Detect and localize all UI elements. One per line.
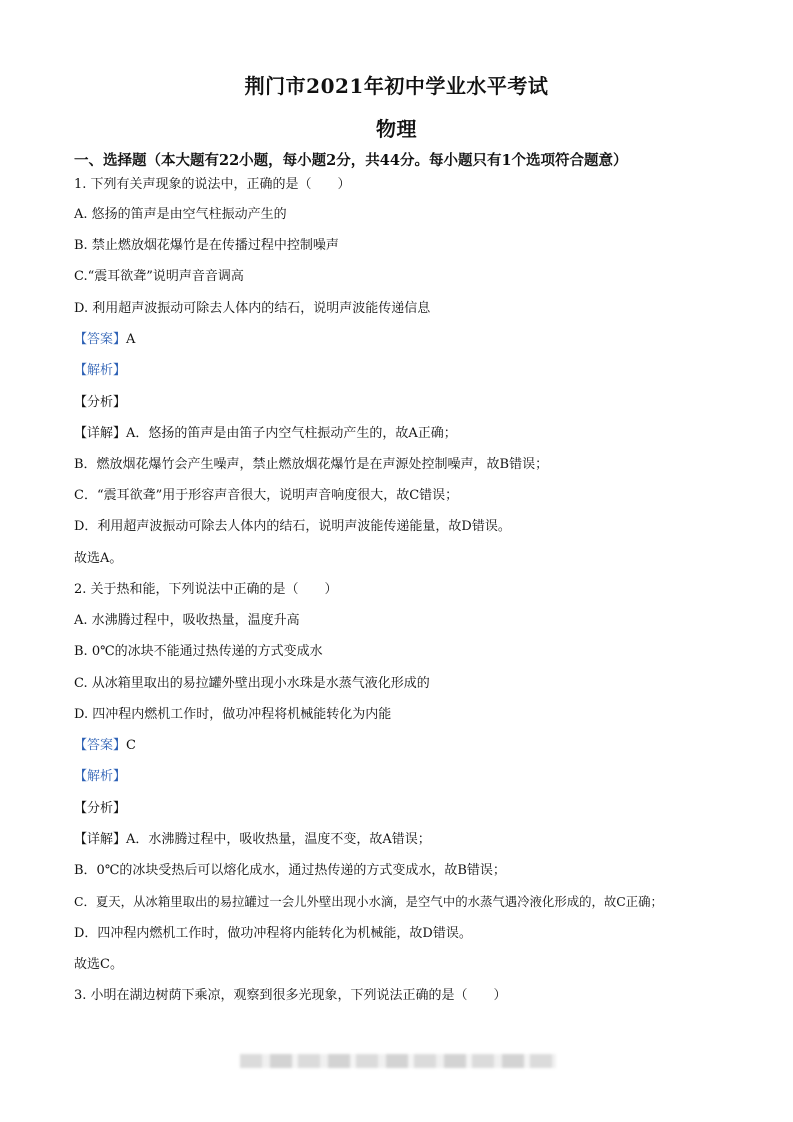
q1-detail-4: D．利用超声波振动可除去人体内的结石，说明声波能传递能量，故D错误。 [74, 519, 511, 534]
q2-option-d: D. 四冲程内燃机工作时，做功冲程将机械能转化为内能 [74, 707, 392, 722]
q3-stem: 3. 小明在湖边树荫下乘凉，观察到很多光现象，下列说法正确的是（ ） [74, 988, 507, 1003]
exam-title: 荆门市2021年初中学业水平考试 [244, 74, 549, 98]
subject-title: 物理 [376, 117, 417, 141]
q1-detail-3: C．“震耳欲聋”用于形容声音很大，说明声音响度很大，故C错误； [74, 488, 459, 503]
answer-value: A [126, 332, 136, 347]
q1-option-a: A. 悠扬的笛声是由空气柱振动产生的 [74, 207, 287, 222]
q1-jiexi-tag: 【解析】 [74, 363, 127, 378]
detail-tag: 【详解】 [74, 832, 127, 847]
detail-text: A．悠扬的笛声是由笛子内空气柱振动产生的，故A正确； [126, 426, 457, 441]
q2-detail-2: B．0℃的冰块受热后可以熔化成水，通过热传递的方式变成水，故B错误； [74, 863, 506, 878]
blurred-footer-watermark [240, 1054, 556, 1068]
q2-detail-1 [74, 831, 431, 849]
q2-option-c: C. 从冰箱里取出的易拉罐外壁出现小水珠是水蒸气液化形成的 [74, 676, 430, 691]
q2-conclusion: 故选C。 [74, 957, 123, 972]
q2-stem: 2. 关于热和能，下列说法中正确的是（ ） [74, 582, 338, 597]
q1-fenxi: 【分析】 [74, 395, 127, 410]
q2-option-a: A. 水沸腾过程中，吸收热量，温度升高 [74, 613, 300, 628]
answer-value: C [126, 738, 136, 753]
q1-conclusion: 故选A。 [74, 551, 123, 566]
q1-answer [74, 331, 135, 349]
detail-tag: 【详解】 [74, 426, 127, 441]
answer-tag: 【答案】 [74, 332, 127, 347]
q2-jiexi-tag: 【解析】 [74, 769, 127, 784]
q2-answer [74, 737, 136, 755]
section-heading: 一、选择题（本大题有22小题，每小题2分，共44分。每小题只有1个选项符合题意） [74, 152, 628, 169]
q2-detail-4: D．四冲程内燃机工作时，做功冲程将内能转化为机械能，故D错误。 [74, 926, 472, 941]
q1-detail-1 [74, 425, 457, 443]
answer-tag: 【答案】 [74, 738, 127, 753]
q1-option-d: D. 利用超声波振动可除去人体内的结石，说明声波能传递信息 [74, 301, 431, 316]
q1-stem: 1. 下列有关声现象的说法中，正确的是（ ） [74, 177, 351, 192]
q1-detail-2: B．燃放烟花爆竹会产生噪声，禁止燃放烟花爆竹是在声源处控制噪声，故B错误； [74, 457, 549, 472]
q1-option-b: B. 禁止燃放烟花爆竹是在传播过程中控制噪声 [74, 238, 339, 253]
detail-text: A．水沸腾过程中，吸收热量，温度不变，故A错误； [126, 832, 431, 847]
q2-fenxi: 【分析】 [74, 801, 127, 816]
q1-option-c: C.“震耳欲聋”说明声音音调高 [74, 269, 244, 284]
q2-option-b: B. 0℃的冰块不能通过热传递的方式变成水 [74, 644, 323, 659]
q2-detail-3: C．夏天，从冰箱里取出的易拉罐过一会儿外壁出现小水滴，是空气中的水蒸气遇冷液化形成的，故C正确； [74, 894, 663, 909]
